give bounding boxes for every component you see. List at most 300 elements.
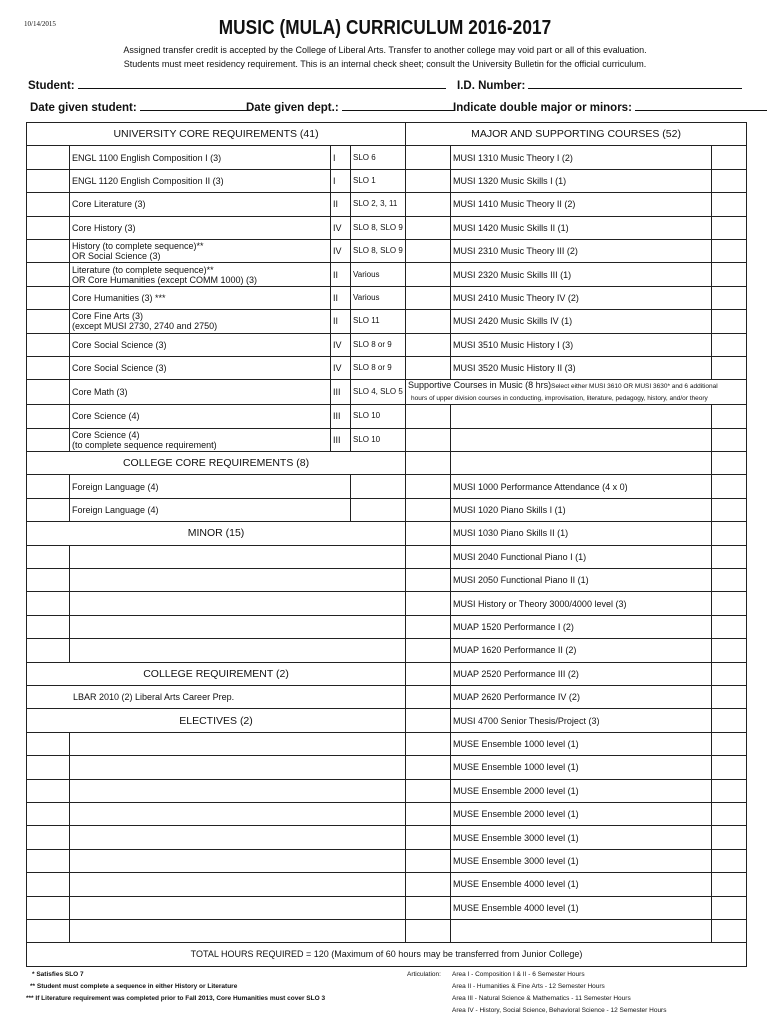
foreign-grade-cell[interactable] (351, 475, 406, 498)
blank-check-cell[interactable] (27, 896, 70, 919)
core-area-cell (331, 239, 351, 262)
core-course-cell-text-2: (except MUSI 2730, 2740 and 2750) (72, 321, 218, 332)
core-row (27, 380, 747, 405)
blank-course-cell[interactable] (70, 545, 406, 568)
core-area-cell-text: III (333, 387, 341, 398)
lower-row (27, 919, 747, 942)
core-slo-cell (351, 146, 406, 169)
core-row (27, 405, 747, 428)
articulation-area-4: Area IV - History, Social Science, Behavioral Science - 12 Semester Hours (452, 1007, 667, 1014)
supportive-note-2: hours of upper division courses in conducting, improvisation, literature, pedagogy, history, and/or theory (411, 395, 708, 403)
major-course-cell (451, 615, 712, 638)
minor-heading-text: MINOR (15) (187, 527, 245, 540)
core-course-cell-text: Core Literature (3) (72, 199, 146, 210)
major-course-cell (451, 545, 712, 568)
core-row (27, 146, 747, 169)
major-grade-cell[interactable] (712, 239, 747, 262)
articulation-area-3: Area III - Natural Science & Mathematics - 11 Semester Hours (452, 995, 631, 1002)
core-slo-cell-text: Various (353, 292, 380, 302)
major-grade-cell[interactable] (712, 356, 747, 379)
major-grade-cell[interactable] (712, 522, 747, 545)
blank-check-cell[interactable] (27, 732, 70, 755)
core-area-cell (331, 146, 351, 169)
major-course-cell-text: MUSI 2410 Music Theory IV (2) (453, 292, 579, 303)
core-course-cell-text: ENGL 1100 English Composition I (3) (72, 152, 222, 163)
major-course-cell (451, 146, 712, 169)
core-check-cell[interactable] (27, 286, 70, 309)
major-course-cell-text: MUAP 2520 Performance III (2) (453, 668, 579, 679)
major-check-cell[interactable] (406, 639, 451, 662)
major-course-cell (451, 239, 712, 262)
supportive-note-1: Select either MUSI 3610 OR MUSI 3630* and 6 additional (551, 383, 718, 391)
core-check-cell[interactable] (27, 380, 70, 405)
major-grade-cell[interactable] (712, 545, 747, 568)
major-course-cell (451, 732, 712, 755)
major-check-cell[interactable] (406, 428, 451, 451)
core-check-cell[interactable] (27, 239, 70, 262)
major-grade-cell[interactable] (712, 286, 747, 309)
footnote-1: * Satisfies SLO 7 (32, 971, 84, 978)
core-row (27, 216, 747, 239)
core-area-cell (331, 333, 351, 356)
major-course-cell (451, 498, 712, 521)
major-check-cell[interactable] (406, 216, 451, 239)
major-check-cell[interactable] (406, 193, 451, 216)
major-course-cell (451, 709, 712, 732)
major-check-cell[interactable] (406, 239, 451, 262)
core-slo-cell (351, 286, 406, 309)
core-course-cell-text: Core Humanities (3) *** (72, 292, 166, 303)
major-check-cell[interactable] (406, 732, 451, 755)
major-course-cell-text: MUAP 1620 Performance II (2) (453, 645, 577, 656)
lower-row (27, 873, 747, 896)
major-grade-cell[interactable] (712, 919, 747, 942)
core-slo-cell-text: SLO 6 (353, 152, 376, 162)
curriculum-table (26, 122, 747, 967)
lower-row (27, 545, 747, 568)
core-slo-cell (351, 310, 406, 333)
core-slo-cell (351, 193, 406, 216)
blank-course-cell[interactable] (70, 732, 406, 755)
major-course-cell (451, 310, 712, 333)
date-given-dept-label: Date given dept.: (246, 102, 339, 114)
major-course-cell (451, 802, 712, 825)
core-slo-cell-text: SLO 10 (353, 411, 381, 421)
subtitle-line-2: Students must meet residency requirement. This is an internal check sheet; consult the University Bulletin for the official curriculum. (123, 59, 647, 69)
core-area-cell (331, 193, 351, 216)
major-check-cell[interactable] (406, 286, 451, 309)
major-grade-cell[interactable] (712, 216, 747, 239)
core-area-cell-text: II (333, 199, 339, 210)
foreign-grade-cell[interactable] (351, 498, 406, 521)
major-grade-cell[interactable] (712, 193, 747, 216)
core-slo-cell (351, 405, 406, 428)
major-grade-cell[interactable] (712, 685, 747, 708)
double-major-label: Indicate double major or minors: (453, 102, 632, 114)
core-area-cell-text: III (333, 434, 341, 445)
blank-check-cell[interactable] (27, 756, 70, 779)
major-check-cell[interactable] (406, 475, 451, 498)
articulation-label: Articulation: (407, 971, 441, 978)
date-given-student-field[interactable] (30, 100, 250, 114)
major-grade-cell[interactable] (712, 498, 747, 521)
major-course-cell (451, 356, 712, 379)
major-blank-cell[interactable] (451, 428, 712, 451)
major-grade-cell[interactable] (712, 475, 747, 498)
core-course-cell (70, 263, 331, 286)
articulation-area-1: Area I - Composition I & II - 6 Semester Hours (452, 971, 585, 978)
student-field[interactable] (28, 78, 446, 92)
core-course-cell (70, 216, 331, 239)
core-course-cell-text: ENGL 1120 English Composition II (3) (72, 175, 224, 186)
major-grade-cell[interactable] (712, 826, 747, 849)
core-row (27, 239, 747, 262)
major-course-cell (451, 873, 712, 896)
core-area-cell (331, 356, 351, 379)
major-course-cell-text: MUSI 1310 Music Theory I (2) (453, 152, 573, 163)
major-check-cell[interactable] (406, 498, 451, 521)
major-grade-cell[interactable] (712, 639, 747, 662)
major-check-cell[interactable] (406, 756, 451, 779)
core-check-cell[interactable] (27, 193, 70, 216)
major-course-cell-text: MUSI 2310 Music Theory III (2) (453, 246, 578, 257)
major-grade-cell[interactable] (712, 169, 747, 192)
core-course-cell-text-2: OR Core Humanities (except COMM 1000) (3) (72, 274, 258, 285)
major-check-cell[interactable] (406, 452, 451, 475)
major-grade-cell[interactable] (712, 569, 747, 592)
core-course-cell-text: Core Fine Arts (3) (72, 311, 144, 322)
blank-check-cell[interactable] (27, 545, 70, 568)
core-area-cell-text: III (333, 411, 341, 422)
major-course-cell (451, 756, 712, 779)
major-course-cell-text: MUSE Ensemble 2000 level (1) (453, 809, 579, 820)
core-area-cell-text: IV (333, 222, 342, 233)
core-course-cell (70, 380, 331, 405)
core-slo-cell-text: Various (353, 269, 380, 279)
major-check-cell[interactable] (406, 146, 451, 169)
major-grade-cell[interactable] (712, 802, 747, 825)
major-grade-cell[interactable] (712, 779, 747, 802)
blank-course-cell[interactable] (70, 756, 406, 779)
core-check-cell[interactable] (27, 428, 70, 451)
major-course-cell-text: MUSI 2420 Music Skills IV (1) (453, 316, 573, 327)
core-check-cell[interactable] (27, 169, 70, 192)
major-check-cell[interactable] (406, 662, 451, 685)
major-grade-cell[interactable] (712, 263, 747, 286)
core-area-cell-text: II (333, 316, 339, 327)
major-blank-cell[interactable] (451, 405, 712, 428)
major-course-cell-text: MUSE Ensemble 1000 level (1) (453, 738, 579, 749)
core-area-cell (331, 169, 351, 192)
major-course-cell (451, 919, 712, 942)
lower-row (27, 475, 747, 498)
major-course-cell-text: MUSI 1020 Piano Skills I (1) (453, 505, 566, 516)
major-course-cell-text: MUSE Ensemble 3000 level (1) (453, 855, 579, 866)
core-course-cell-text: Core Social Science (3) (72, 339, 167, 350)
major-course-cell-text: MUSI 1030 Piano Skills II (1) (453, 528, 569, 539)
blank-course-cell[interactable] (70, 919, 406, 942)
footnote-2: ** Student must complete a sequence in either History or Literature (30, 983, 238, 990)
major-course-cell-text: MUSI 2320 Music Skills III (1) (453, 269, 572, 280)
college-core-heading (27, 452, 406, 475)
lower-row (27, 756, 747, 779)
major-check-cell[interactable] (406, 310, 451, 333)
blank-course-cell[interactable] (70, 615, 406, 638)
major-check-cell[interactable] (406, 169, 451, 192)
core-area-cell-text: I (333, 152, 336, 163)
core-check-cell[interactable] (27, 146, 70, 169)
core-area-cell (331, 380, 351, 405)
major-grade-cell[interactable] (712, 333, 747, 356)
foreign-check-cell[interactable] (27, 475, 70, 498)
major-course-cell-text: MUSI 1320 Music Skills I (1) (453, 175, 567, 186)
major-check-cell[interactable] (406, 522, 451, 545)
major-check-cell[interactable] (406, 405, 451, 428)
major-grade-cell[interactable] (712, 592, 747, 615)
major-course-cell-text: MUSE Ensemble 1000 level (1) (453, 762, 579, 773)
core-row (27, 169, 747, 192)
core-check-cell[interactable] (27, 405, 70, 428)
core-course-cell (70, 146, 331, 169)
core-course-cell-text: Core Science (4) (72, 411, 140, 422)
blank-check-cell[interactable] (27, 873, 70, 896)
blank-check-cell[interactable] (27, 592, 70, 615)
core-area-cell-text: IV (333, 363, 342, 374)
foreign-language-cell (70, 475, 351, 498)
blank-course-cell[interactable] (70, 639, 406, 662)
date-given-student-label: Date given student: (30, 102, 137, 114)
core-slo-cell-text: SLO 2, 3, 11 (353, 199, 398, 209)
blank-course-cell[interactable] (70, 849, 406, 872)
core-area-cell (331, 428, 351, 451)
core-area-cell-text: II (333, 292, 339, 303)
major-course-cell (451, 662, 712, 685)
lower-row (27, 639, 747, 662)
major-course-cell-text: MUSE Ensemble 4000 level (1) (453, 879, 579, 890)
core-course-cell-text-2: OR Social Science (3) (72, 251, 161, 262)
blank-check-cell[interactable] (27, 639, 70, 662)
major-course-cell-text: MUSE Ensemble 3000 level (1) (453, 832, 579, 843)
major-grade-cell[interactable] (712, 732, 747, 755)
blank-check-cell[interactable] (27, 615, 70, 638)
core-course-cell (70, 286, 331, 309)
page-title: MUSIC (MULA) CURRICULUM 2016-2017 (218, 17, 552, 39)
core-row (27, 356, 747, 379)
lbar-cell (27, 685, 406, 708)
major-grade-cell[interactable] (712, 849, 747, 872)
lower-row (27, 896, 747, 919)
major-check-cell[interactable] (406, 919, 451, 942)
foreign-check-cell[interactable] (27, 498, 70, 521)
major-course-cell-text: MUSE Ensemble 4000 level (1) (453, 902, 579, 913)
major-course-cell (451, 475, 712, 498)
core-course-cell (70, 310, 331, 333)
blank-check-cell[interactable] (27, 919, 70, 942)
core-area-cell (331, 310, 351, 333)
core-area-cell (331, 216, 351, 239)
core-slo-cell-text: SLO 8, SLO 9 (353, 246, 403, 256)
date-given-dept-field[interactable] (246, 100, 454, 114)
core-area-cell-text: IV (333, 339, 342, 350)
blank-check-cell[interactable] (27, 569, 70, 592)
major-grade-cell[interactable] (712, 662, 747, 685)
core-row (27, 333, 747, 356)
major-course-cell (451, 216, 712, 239)
lower-row (27, 498, 747, 521)
major-grade-cell[interactable] (712, 405, 747, 428)
major-course-cell (451, 685, 712, 708)
core-slo-cell (351, 380, 406, 405)
major-check-cell[interactable] (406, 545, 451, 568)
major-check-cell[interactable] (406, 615, 451, 638)
core-course-cell-text-2: (to complete sequence requirement) (72, 439, 217, 450)
core-check-cell[interactable] (27, 216, 70, 239)
university-core-heading: UNIVERSITY CORE REQUIREMENTS (41) (27, 123, 406, 146)
core-row (27, 310, 747, 333)
major-check-cell[interactable] (406, 592, 451, 615)
major-grade-cell[interactable] (712, 615, 747, 638)
core-slo-cell (351, 428, 406, 451)
lower-row (27, 452, 747, 475)
major-check-cell[interactable] (406, 849, 451, 872)
core-course-cell (70, 333, 331, 356)
core-slo-cell-text: SLO 8 or 9 (353, 339, 392, 349)
core-row (27, 286, 747, 309)
core-area-cell (331, 405, 351, 428)
major-course-cell-text: MUAP 2620 Performance IV (2) (453, 692, 580, 703)
blank-course-cell[interactable] (70, 873, 406, 896)
blank-course-cell[interactable] (70, 826, 406, 849)
major-check-cell[interactable] (406, 685, 451, 708)
major-course-cell-text: MUSI History or Theory 3000/4000 level (3) (453, 598, 627, 609)
foreign-language-cell-text: Foreign Language (4) (72, 505, 159, 516)
lower-row (27, 569, 747, 592)
core-area-cell (331, 286, 351, 309)
lower-row (27, 732, 747, 755)
blank-course-cell[interactable] (70, 592, 406, 615)
major-grade-cell[interactable] (712, 146, 747, 169)
major-course-cell-text: MUSI 1000 Performance Attendance (4 x 0) (453, 481, 628, 492)
major-grade-cell[interactable] (712, 709, 747, 732)
major-grade-cell[interactable] (712, 428, 747, 451)
core-slo-cell (351, 333, 406, 356)
electives-heading (27, 709, 406, 732)
core-course-cell-text: Core Social Science (3) (72, 363, 167, 374)
core-check-cell[interactable] (27, 356, 70, 379)
foreign-language-cell (70, 498, 351, 521)
core-row (27, 263, 747, 286)
blank-course-cell[interactable] (70, 569, 406, 592)
major-course-cell (451, 826, 712, 849)
lower-row (27, 662, 747, 685)
blank-check-cell[interactable] (27, 826, 70, 849)
core-slo-cell-text: SLO 8, SLO 9 (353, 222, 403, 232)
blank-course-cell[interactable] (70, 896, 406, 919)
major-check-cell[interactable] (406, 802, 451, 825)
major-check-cell[interactable] (406, 356, 451, 379)
core-slo-cell (351, 356, 406, 379)
major-grade-cell[interactable] (712, 896, 747, 919)
major-course-cell (451, 263, 712, 286)
form-date: 10/14/2015 (24, 20, 56, 28)
core-course-cell (70, 169, 331, 192)
id-number-label: I.D. Number: (457, 80, 526, 92)
blank-check-cell[interactable] (27, 779, 70, 802)
double-major-field[interactable] (453, 100, 767, 114)
college-core-heading-text: COLLEGE CORE REQUIREMENTS (8) (122, 457, 310, 470)
major-check-cell[interactable] (406, 569, 451, 592)
total-hours: TOTAL HOURS REQUIRED = 120 (Maximum of 60 hours may be transferred from Junior College) (27, 943, 747, 966)
major-course-cell-text: MUSI 2050 Functional Piano II (1) (453, 575, 589, 586)
major-grade-cell[interactable] (712, 310, 747, 333)
major-blank-cell[interactable] (451, 452, 712, 475)
blank-check-cell[interactable] (27, 802, 70, 825)
major-course-cell (451, 569, 712, 592)
major-check-cell[interactable] (406, 263, 451, 286)
major-grade-cell[interactable] (712, 873, 747, 896)
major-course-cell (451, 639, 712, 662)
major-grade-cell[interactable] (712, 452, 747, 475)
lower-row (27, 779, 747, 802)
core-slo-cell (351, 216, 406, 239)
subtitle-line-1: Assigned transfer credit is accepted by the College of Liberal Arts. Transfer to another college may void part or all of this evaluation. (123, 45, 647, 55)
major-course-cell-text: MUSI 2040 Functional Piano I (1) (453, 551, 587, 562)
articulation-area-2: Area II - Humanities & Fine Arts - 12 Semester Hours (452, 983, 605, 990)
lbar-cell-text: LBAR 2010 (2) Liberal Arts Career Prep. (73, 692, 235, 703)
major-course-cell-text: MUSE Ensemble 2000 level (1) (453, 785, 579, 796)
supportive-title: Supportive Courses in Music (8 hrs) (408, 380, 552, 391)
college-requirement-heading-text: COLLEGE REQUIREMENT (2) (143, 667, 289, 680)
core-check-cell[interactable] (27, 263, 70, 286)
lower-row (27, 849, 747, 872)
college-requirement-heading (27, 662, 406, 685)
lower-row (27, 685, 747, 708)
core-check-cell[interactable] (27, 333, 70, 356)
core-course-cell (70, 239, 331, 262)
core-slo-cell-text: SLO 11 (353, 316, 380, 326)
major-supporting-heading: MAJOR AND SUPPORTING COURSES (52) (406, 123, 747, 146)
core-course-cell-text: Core History (3) (72, 222, 136, 233)
major-check-cell[interactable] (406, 779, 451, 802)
blank-check-cell[interactable] (27, 849, 70, 872)
id-number-field[interactable] (457, 78, 742, 92)
major-course-cell-text: MUSI 1410 Music Theory II (2) (453, 199, 576, 210)
major-check-cell[interactable] (406, 873, 451, 896)
lower-row (27, 709, 747, 732)
blank-course-cell[interactable] (70, 802, 406, 825)
major-check-cell[interactable] (406, 826, 451, 849)
minor-heading (27, 522, 406, 545)
major-check-cell[interactable] (406, 709, 451, 732)
core-slo-cell (351, 169, 406, 192)
major-course-cell (451, 896, 712, 919)
major-check-cell[interactable] (406, 896, 451, 919)
core-course-cell (70, 405, 331, 428)
footnote-3: *** If Literature requirement was completed prior to Fall 2013, Core Humanities must cover SLO 3 (26, 995, 326, 1002)
lower-row (27, 826, 747, 849)
core-area-cell-text: I (333, 175, 336, 186)
core-area-cell-text: IV (333, 246, 342, 257)
core-course-cell-text: Core Math (3) (72, 387, 128, 398)
blank-course-cell[interactable] (70, 779, 406, 802)
core-check-cell[interactable] (27, 310, 70, 333)
lower-row (27, 615, 747, 638)
major-grade-cell[interactable] (712, 756, 747, 779)
foreign-language-cell-text: Foreign Language (4) (72, 481, 159, 492)
major-check-cell[interactable] (406, 333, 451, 356)
lower-row (27, 522, 747, 545)
core-course-cell (70, 428, 331, 451)
